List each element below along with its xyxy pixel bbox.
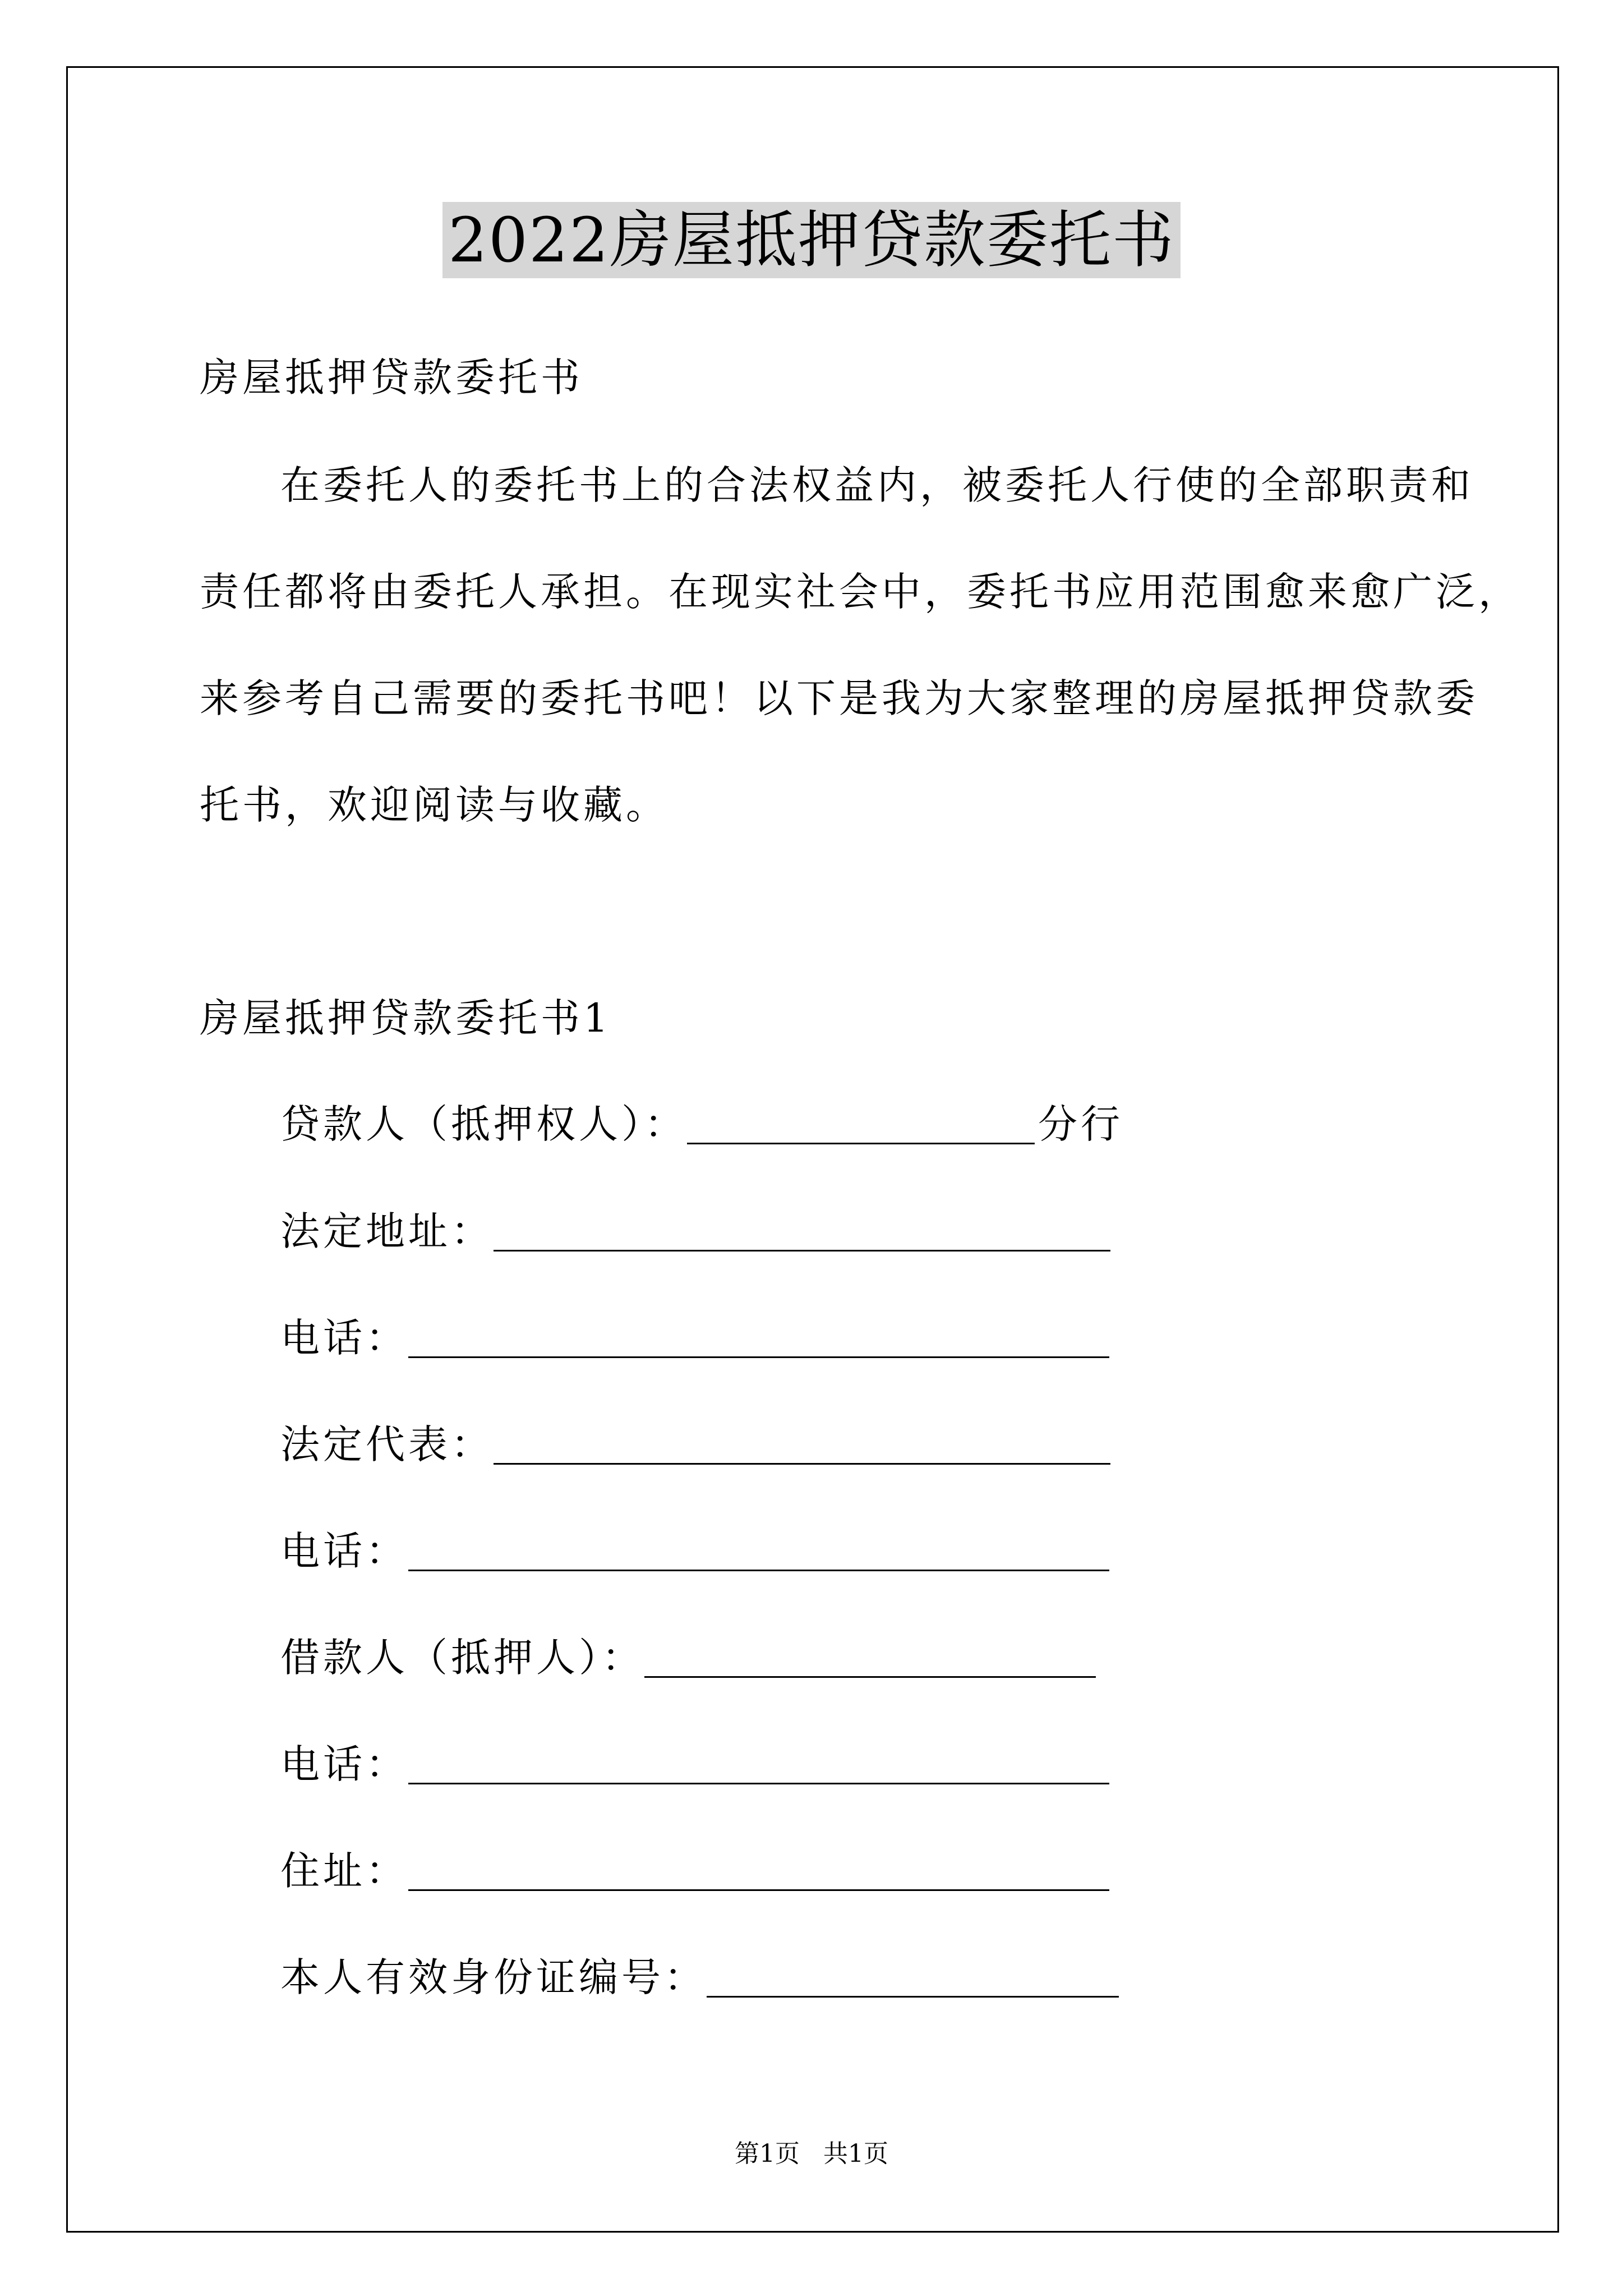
intro-line: 责任都将由委托人承担。在现实社会中，委托书应用范围愈来愈广泛， [200,569,1521,615]
field-label: 法定地址： [280,1208,494,1254]
borrower-blank[interactable] [644,1637,1096,1678]
borrower-address-field [280,1843,1109,1899]
field-label: 住址： [280,1848,408,1894]
lender-field [280,1096,1123,1152]
field-label: 借款人（抵押人）： [280,1635,644,1681]
lender-blank[interactable] [687,1103,1035,1144]
field-label: 法定代表： [280,1421,494,1467]
borrower-phone-field [280,1736,1109,1792]
legal-representative-field [280,1416,1110,1473]
lender-phone-blank[interactable] [408,1317,1109,1358]
field-label: 电话： [280,1741,408,1787]
field-label: 贷款人（抵押权人）： [280,1101,687,1147]
id-number-field [280,1949,1119,2005]
intro-line: 托书，欢迎阅读与收藏。 [200,782,668,828]
field-label: 本人有效身份证编号： [280,1954,707,2000]
intro-line: 在委托人的委托书上的合法权益内，被委托人行使的全部职责和 [280,462,1474,508]
intro-line: 来参考自己需要的委托书吧！以下是我为大家整理的房屋抵押贷款委 [200,675,1478,721]
lender-phone-field [280,1310,1109,1366]
legal-address-field [280,1203,1110,1259]
borrower-field [280,1630,1096,1686]
field-suffix: 分行 [1038,1101,1123,1147]
section-heading: 房屋抵押贷款委托书1 [200,995,612,1041]
title-container [0,202,1623,278]
field-label: 电话： [280,1528,408,1574]
legal-address-blank[interactable] [494,1211,1110,1251]
borrower-address-blank[interactable] [408,1850,1109,1891]
representative-phone-blank[interactable] [408,1530,1109,1571]
field-label: 电话： [280,1315,408,1361]
id-number-blank[interactable] [707,1957,1119,1998]
document-title: 2022房屋抵押贷款委托书 [442,202,1181,278]
legal-representative-blank[interactable] [494,1424,1110,1465]
borrower-phone-blank[interactable] [408,1743,1109,1784]
document-subtitle: 房屋抵押贷款委托书 [200,355,583,401]
page-footer: 第1页 共1页 [735,2139,888,2168]
representative-phone-field [280,1523,1109,1579]
